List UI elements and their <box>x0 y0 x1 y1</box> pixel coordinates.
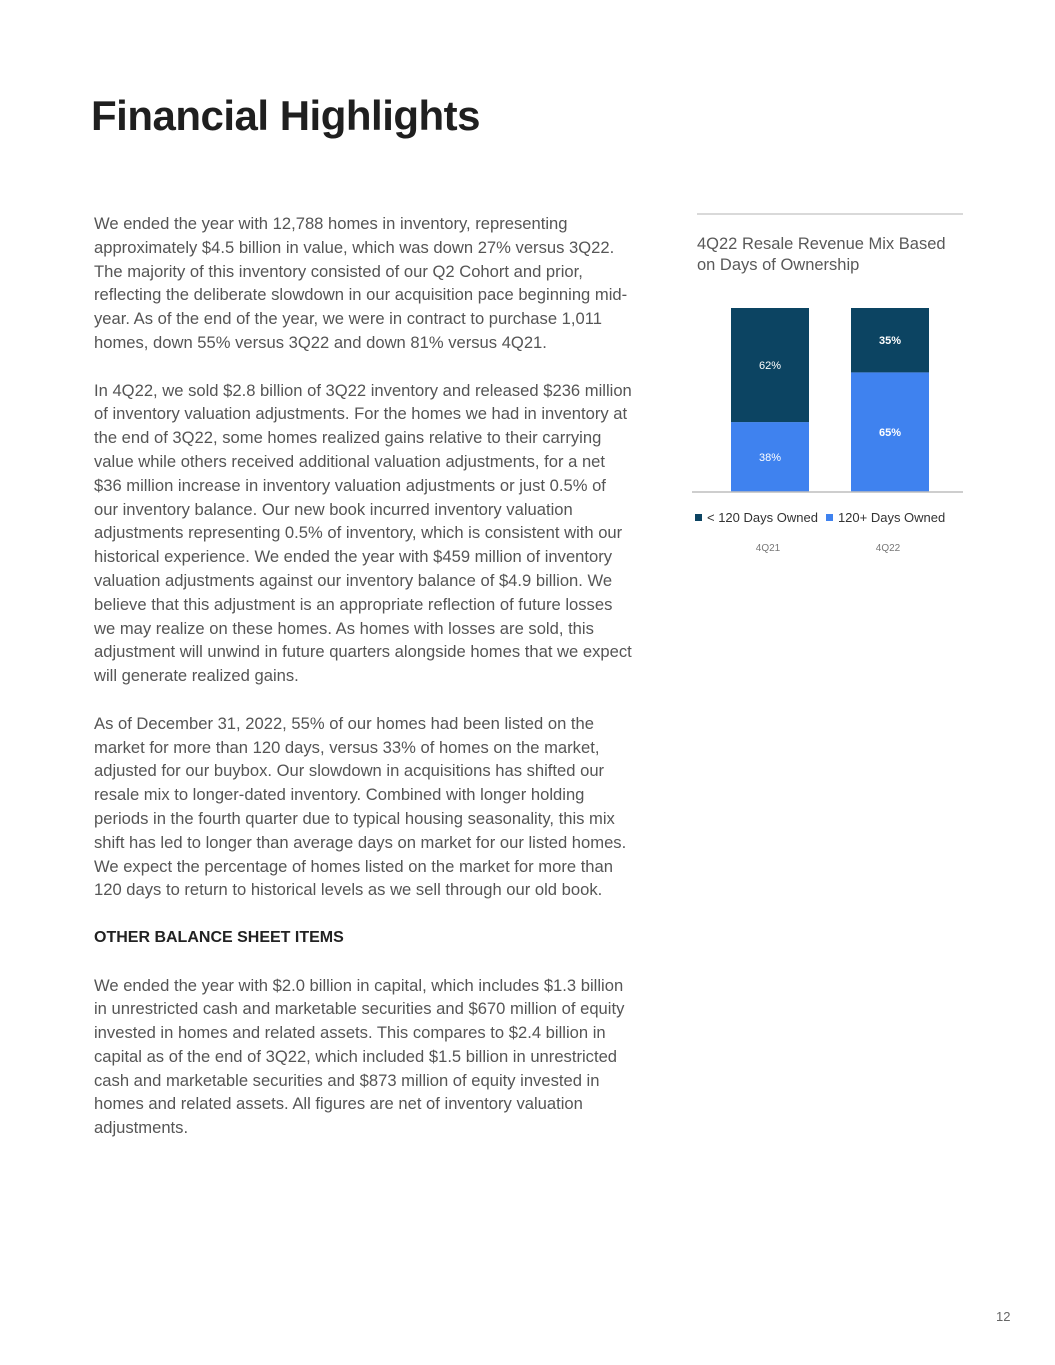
paragraph-valuation-adjustments: In 4Q22, we sold $2.8 billion of 3Q22 inventory and released $236 million of inventory valuation adjustments. For the homes we had in inventory at the end of 3Q22, some homes realized gains relative to their carrying value while others received additional valuation adjustments, for a net $36 million increase in inventory valuation adjustments or just 0.5% of our inventory balance. Our new book incurred inventory valuation adjustments representing 0.5% of inventory, which is consistent with our historical experience. We ended the year with $459 million of inventory valuation adjustments against our inventory balance of $4.9 billion. We believe that this adjustment is an appropriate reflection of future losses we may realize on these homes. As homes with losses are sold, this adjustment will unwind in future quarters alongside homes that we expect will generate realized gains. <box>94 380 632 686</box>
legend-item-120-days-owned <box>826 510 945 525</box>
legend-swatch <box>695 514 702 521</box>
section-heading-balance-sheet: OTHER BALANCE SHEET ITEMS <box>94 928 344 946</box>
legend-item-120-days-owned <box>695 510 818 525</box>
data-label-4q21-120-days-owned: 38% <box>758 452 782 465</box>
body-text-column <box>94 212 634 1164</box>
x-tick-label-4q21: 4Q21 <box>755 543 781 554</box>
data-label-4q22-120-days-owned: 65% <box>878 427 902 440</box>
page-number: 12 <box>996 1309 1011 1324</box>
paragraph-days-on-market: As of December 31, 2022, 55% of our homes had been listed on the market for more than 120 days, versus 33% of homes on the market, adjusted for our buybox. Our slowdown in acquisitions has shifted our resale mix to longer-dated inventory. Combined with longer holding periods in the fourth quarter due to typical housing seasonality, this mix shift has led to longer than average days on market for our listed homes. We expect the percentage of homes listed on the market for more than 120 days to return to historical levels as we sell through our old book. <box>94 713 627 900</box>
chart-title: 4Q22 Resale Revenue Mix Based on Days of Ownership <box>697 235 946 274</box>
legend-swatch <box>826 514 833 521</box>
data-label-4q22-120-days-owned: 35% <box>878 335 902 348</box>
legend-label: 120+ Days Owned <box>837 510 946 525</box>
chart-legend <box>695 510 953 525</box>
resale-mix-chart <box>690 213 965 573</box>
data-label-4q21-120-days-owned: 62% <box>758 360 782 373</box>
x-tick-label-4q22: 4Q22 <box>875 543 901 554</box>
paragraph-capital: We ended the year with $2.0 billion in capital, which includes $1.3 billion in unrestricted cash and marketable securities and $670 million of equity invested in homes and related assets. This compares to $2.4 billion in capital as of the end of 3Q22, which included $1.5 billion in unrestricted cash and marketable securities and $873 million of equity invested in homes and related assets. All figures are net of inventory valuation adjustments. <box>94 975 625 1138</box>
paragraph-inventory: We ended the year with 12,788 homes in inventory, representing approximately $4.5 billion in value, which was down 27% versus 3Q22. The majority of this inventory consisted of our Q2 Cohort and prior, reflecting the deliberate slowdown in our acquisition pace beginning mid-year. As of the end of the year, we were in contract to purchase 1,011 homes, down 55% versus 3Q22 and down 81% versus 4Q21. <box>94 214 628 352</box>
page-title: Financial Highlights <box>91 92 481 139</box>
legend-label: < 120 Days Owned <box>707 510 818 525</box>
